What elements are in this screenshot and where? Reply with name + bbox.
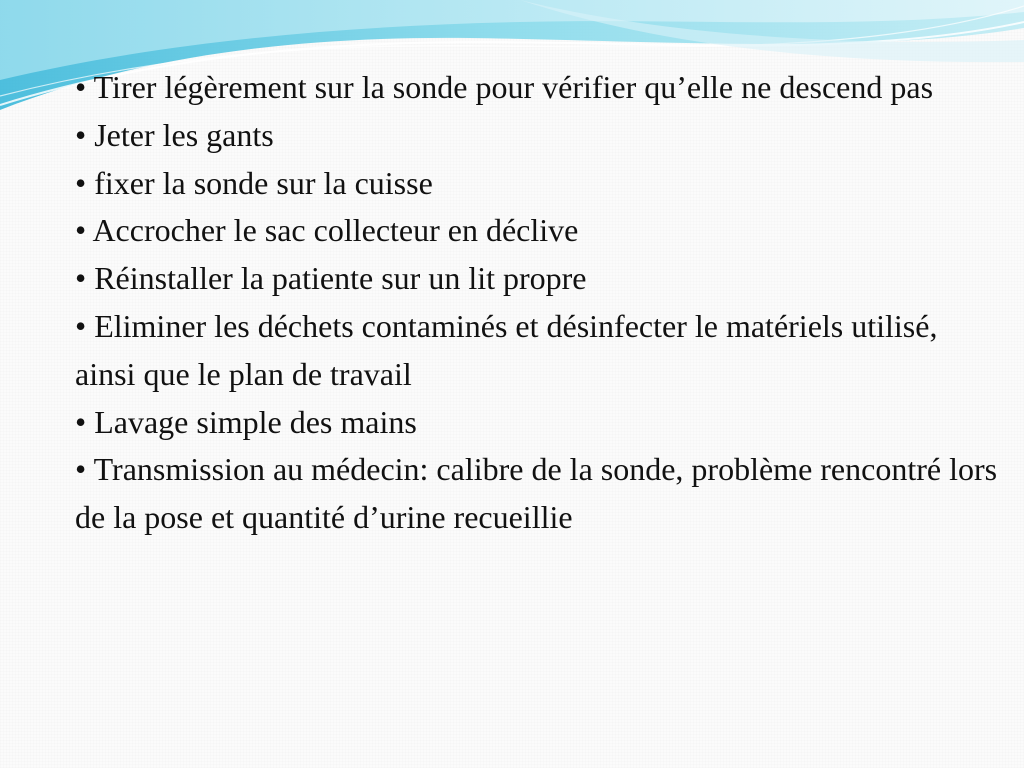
bullet-item: • Réinstaller la patiente sur un lit propre [75,260,587,297]
bullet-item: • Lavage simple des mains [75,403,417,440]
bullet-list [75,64,1005,542]
bullet-item: • Accrocher le sac collecteur en déclive [75,212,579,249]
bullet-item: • fixer la sonde sur la cuisse [75,164,433,201]
bullet-item: • Transmission au médecin: calibre de la sonde, problème rencontré lors de la pose et quantité d’urine recueillie [75,451,998,536]
bullet-item: • Jeter les gants [75,116,274,153]
bullet-item: • Tirer légèrement sur la sonde pour vérifier qu’elle ne descend pas [75,69,934,105]
bullet-item: • Eliminer les déchets contaminés et désinfecter le matériels utilisé, ainsi que le plan de travail [75,307,938,392]
